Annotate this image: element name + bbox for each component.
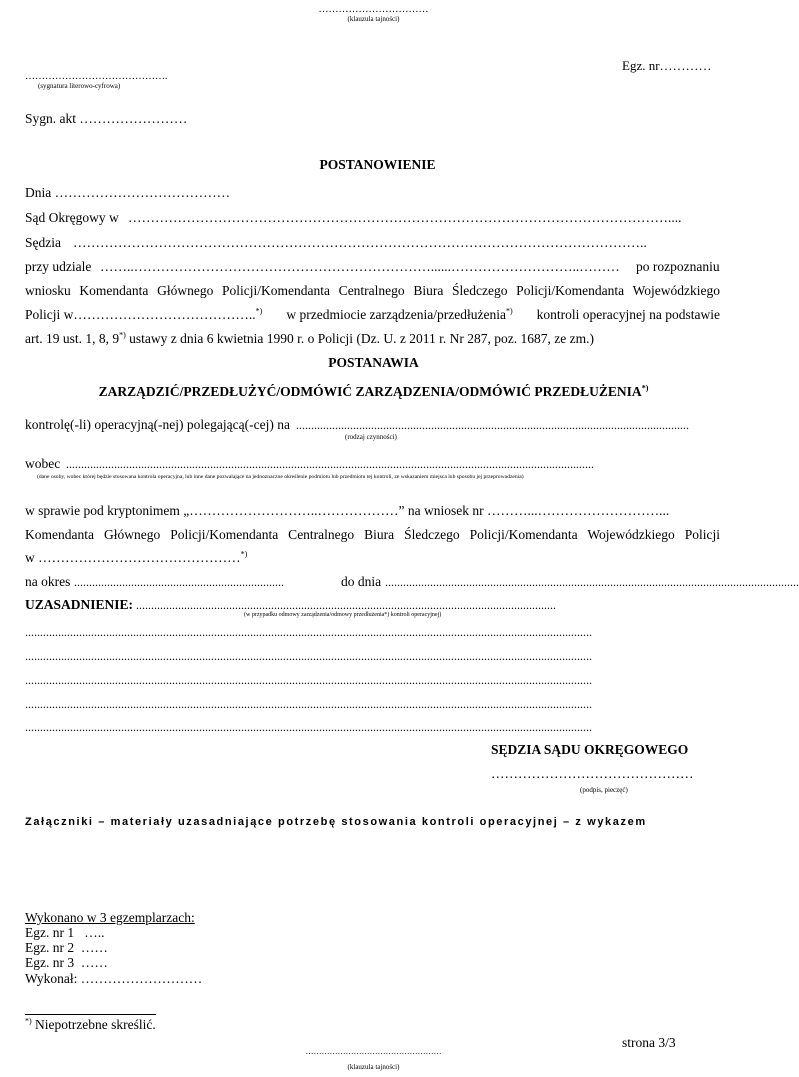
copy-item: Egz. nr 1 ….. — [25, 925, 105, 940]
court-label: Sąd Okręgowy w — [25, 210, 119, 225]
judge-dots: ……………………………………………………………………………………………………………….. — [73, 235, 647, 250]
blank-line: ............................................................................................................................................................................................. — [25, 673, 592, 687]
decision-options — [0, 384, 747, 400]
against-label: wobec — [25, 456, 61, 471]
footnote-marker: *) — [240, 549, 248, 559]
footnote-divider — [25, 1014, 156, 1015]
footnote — [25, 1017, 156, 1033]
blank-line: ............................................................................................................................................................................................. — [25, 720, 592, 734]
policy-city-dots: Policji w………………………………….. — [25, 307, 256, 322]
subject-text: w przedmiocie zarządzenia/przedłużenia — [286, 307, 506, 322]
blank-line: ............................................................................................................................................................................................. — [25, 649, 592, 663]
article-text: art. 19 ust. 1, 8, 9 — [25, 331, 120, 346]
case-line: w sprawie pod kryptonimem „………………………..………………” na wniosek nr ………...………………………... — [25, 503, 670, 518]
judge-signature-hint: (podpis, pieczęć) — [580, 786, 628, 794]
date-line: Dnia ………………………………… — [25, 185, 231, 200]
control-hint: (rodzaj czynności) — [345, 433, 397, 441]
legal-act-line — [25, 331, 594, 347]
against-hint: (dane osoby, wobec której będzie stosowana kontrola operacyjna, lub inne dane pozwalające na jednoznaczne określenie podmiotu lub przedmiotu tej kontroli, ze wskazaniem miejsca lub sposobu jej przeprowadzenia) — [37, 474, 524, 480]
decision-heading: POSTANAWIA — [328, 355, 419, 370]
footnote-marker: *) — [255, 306, 263, 316]
footnote-marker: *) — [119, 330, 126, 340]
judge-signature-title: SĘDZIA SĄDU OKRĘGOWEGO — [491, 742, 689, 757]
until-label: do dnia — [341, 574, 382, 589]
judge-signature-dots: ……………………………………… — [491, 766, 694, 781]
copy-item: Egz. nr 2 …… — [25, 940, 108, 955]
top-clause-label: (klauzula tajności) — [347, 15, 400, 23]
justification-label: UZASADNIENIE: — [25, 597, 134, 612]
document-title: POSTANOWIENIE — [319, 157, 436, 172]
against-dots: ................................................................................................................................................................................ — [66, 457, 594, 471]
top-clause-dots: …………………………… — [318, 4, 429, 15]
bottom-clause-dots: …………………………………………… — [305, 1047, 442, 1056]
footnote-marker: *) — [505, 306, 513, 316]
footnote-marker: *) — [641, 383, 649, 393]
control-label: kontrolę(-li) operacyjną(-nej) polegającą(-cej) na — [25, 417, 290, 432]
attachments-note: Załączniki – materiały uzasadniające potrzebę stosowania kontroli operacyjnej – z wykazem — [25, 816, 647, 828]
period-label: na okres — [25, 574, 71, 589]
blank-line: ............................................................................................................................................................................................. — [25, 625, 592, 639]
footnote-text: Niepotrzebne skreślić. — [31, 1017, 156, 1032]
until-dots: .......................................................................................................................................... — [385, 575, 799, 589]
justification-hint: (w przypadku odmowy zarządzenia/odmowy przedłużenia*) kontroli operacyjnej) — [244, 612, 442, 618]
motion-line: wniosku Komendanta Głównego Policji/Komendanta Centralnego Biura Śledczego Policji/Komendanta Wojewódzkiego — [25, 283, 720, 298]
control-dots: ................................................................................................................................... — [296, 418, 689, 432]
judge-label: Sędzia — [25, 235, 61, 250]
participation-label: przy udziale — [25, 259, 92, 274]
justification-dots: ............................................................................................................................................ — [136, 598, 556, 612]
executed-by: Wykonał: ……………………… — [25, 971, 203, 986]
location-line — [25, 550, 247, 566]
footnote-marker: *) — [25, 1016, 32, 1026]
signature-label: (sygnatura literowo-cyfrowa) — [38, 82, 121, 90]
court-dots: ………………………………………………………………………………………………………….... — [128, 210, 682, 225]
act-text: ustawy z dnia 6 kwietnia 1990 r. o Policji (Dz. U. z 2011 r. Nr 287, poz. 1687, ze zm.) — [129, 331, 594, 346]
policy-line — [25, 307, 720, 323]
page-number: strona 3/3 — [622, 1035, 676, 1050]
legal-basis-text: kontroli operacyjnej na podstawie — [536, 307, 720, 322]
after-review-text: po rozpoznaniu — [636, 259, 720, 274]
location-dots: w ……………………………………… — [25, 550, 241, 565]
blank-line: ............................................................................................................................................................................................. — [25, 697, 592, 711]
decision-options-text: ZARZĄDZIĆ/PRZEDŁUŻYĆ/ODMÓWIĆ ZARZĄDZENIA/ODMÓWIĆ PRZEDŁUŻENIA — [98, 384, 642, 399]
commander-line: Komendanta Głównego Policji/Komendanta Centralnego Biura Śledczego Policji/Komendanta Wojewódzkiego Policji — [25, 527, 720, 542]
period-dots: ...................................................................... — [74, 575, 284, 589]
signature-dots: ……………………………………. — [25, 71, 168, 82]
copy-item: Egz. nr 3 …… — [25, 955, 108, 970]
participation-dots: ……..…………………………………………………………......………………………..……… — [100, 259, 620, 274]
copy-number: Egz. nr………… — [622, 58, 712, 73]
bottom-clause-label: (klauzula tajności) — [347, 1063, 400, 1071]
copies-heading: Wykonano w 3 egzemplarzach: — [25, 910, 195, 925]
case-reference: Sygn. akt …………………… — [25, 111, 188, 126]
